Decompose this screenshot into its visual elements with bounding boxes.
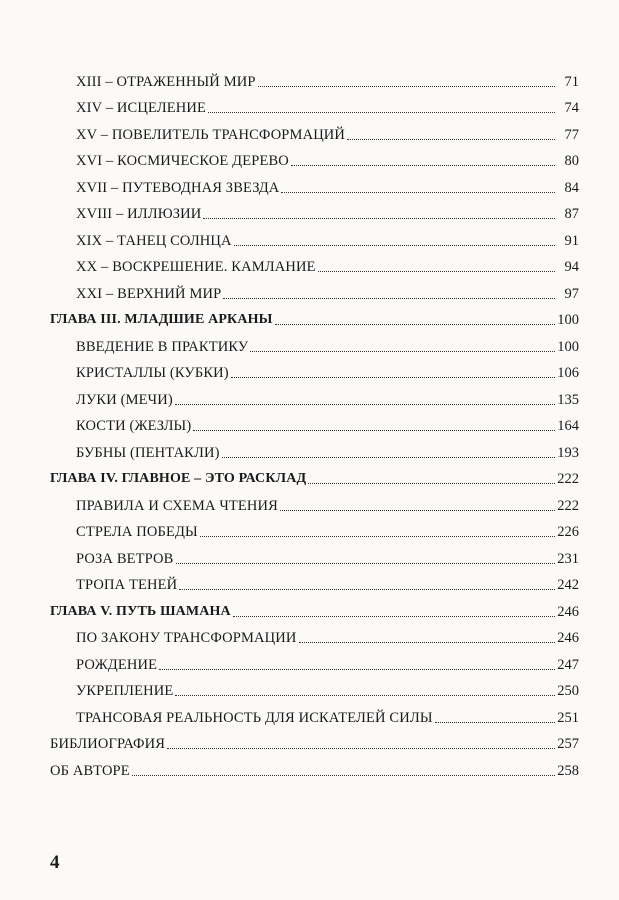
toc-entry-title: УКРЕПЛЕНИЕ <box>76 683 174 699</box>
toc-entry <box>0 276 619 303</box>
dot-leader <box>208 111 555 113</box>
toc-entry <box>0 674 619 701</box>
dot-leader <box>250 350 555 352</box>
toc-entry <box>0 64 619 91</box>
dot-leader <box>193 429 555 431</box>
toc-entry-page: 231 <box>557 550 579 567</box>
dot-leader <box>234 244 555 246</box>
toc-entry <box>0 647 619 674</box>
toc-entry-title: XVIII – ИЛЛЮЗИИ <box>76 206 202 222</box>
toc-entry-title: ПРАВИЛА И СХЕМА ЧТЕНИЯ <box>76 497 278 514</box>
toc-entry <box>0 621 619 648</box>
toc-entry-page: 71 <box>564 73 579 90</box>
toc-entry <box>0 753 619 780</box>
toc-entry-page: 87 <box>564 206 579 222</box>
toc-chapter-entry <box>0 462 619 489</box>
toc-entry-title: БИБЛИОГРАФИЯ <box>50 736 166 752</box>
toc-entry-title: ТРОПА ТЕНЕЙ <box>76 577 178 593</box>
toc-entry <box>0 382 619 409</box>
toc-entry-title: XX – ВОСКРЕШЕНИЕ. КАМЛАНИЕ <box>76 259 316 275</box>
toc-entry-page: 251 <box>557 709 579 726</box>
toc-entry-title: ТРАНСОВАЯ РЕАЛЬНОСТЬ ДЛЯ ИСКАТЕЛЕЙ СИЛЫ <box>76 709 433 726</box>
toc-entry <box>0 435 619 462</box>
toc-entry-title: XIX – ТАНЕЦ СОЛНЦА <box>76 232 232 249</box>
toc-entry <box>0 144 619 171</box>
toc-entry-page: 97 <box>564 285 579 302</box>
toc-entry-page: 164 <box>557 418 579 434</box>
toc-entry-page: 246 <box>557 603 579 620</box>
toc-entry-page: 74 <box>564 100 579 116</box>
toc-entry-page: 247 <box>557 656 579 673</box>
dot-leader <box>275 323 555 325</box>
toc-entry <box>0 700 619 727</box>
toc-entry <box>0 409 619 436</box>
dot-leader <box>222 456 555 458</box>
toc-chapter-entry <box>0 303 619 330</box>
toc-entry-page: 77 <box>564 126 579 143</box>
toc-entry <box>0 197 619 224</box>
toc-entry <box>0 727 619 754</box>
toc-entry-page: 84 <box>564 179 579 196</box>
toc-entry-page: 250 <box>557 683 579 699</box>
page-number: 4 <box>50 852 60 873</box>
toc-entry-title: ПО ЗАКОНУ ТРАНСФОРМАЦИИ <box>76 630 297 646</box>
dot-leader <box>258 85 555 87</box>
toc-entry-page: 135 <box>557 391 579 408</box>
toc-entry <box>0 223 619 250</box>
toc-entry <box>0 91 619 118</box>
toc-entry-page: 94 <box>564 259 579 275</box>
toc-entry <box>0 329 619 356</box>
dot-leader <box>318 270 555 272</box>
toc-entry-title: XXI – ВЕРХНИЙ МИР <box>76 285 222 302</box>
dot-leader <box>291 164 555 166</box>
dot-leader <box>280 509 555 511</box>
dot-leader <box>203 217 555 219</box>
dot-leader <box>175 403 555 405</box>
toc-entry-title: ЛУКИ (МЕЧИ) <box>76 391 173 408</box>
toc-entry <box>0 568 619 595</box>
toc-entry-page: 100 <box>557 312 579 328</box>
dot-leader <box>176 562 556 564</box>
toc-entry-title: КОСТИ (ЖЕЗЛЫ) <box>76 418 192 434</box>
toc-entry-page: 106 <box>557 365 579 381</box>
toc-entry-title: ВВЕДЕНИЕ В ПРАКТИКУ <box>76 338 249 355</box>
toc-entry <box>0 356 619 383</box>
toc-entry <box>0 515 619 542</box>
toc-entry-title: ОБ АВТОРЕ <box>50 762 130 779</box>
dot-leader <box>132 774 555 776</box>
toc-entry-title: БУБНЫ (ПЕНТАКЛИ) <box>76 444 220 461</box>
dot-leader <box>223 297 555 299</box>
dot-leader <box>347 138 555 140</box>
dot-leader <box>435 721 555 723</box>
toc-entry-title: XIV – ИСЦЕЛЕНИЕ <box>76 100 207 116</box>
toc-entry-title: XIII – ОТРАЖЕННЫЙ МИР <box>76 73 256 90</box>
toc-entry-page: 222 <box>557 471 579 487</box>
toc-entry-page: 100 <box>557 338 579 355</box>
toc-entry-title: XV – ПОВЕЛИТЕЛЬ ТРАНСФОРМАЦИЙ <box>76 126 346 143</box>
dot-leader <box>167 747 555 749</box>
toc-entry <box>0 117 619 144</box>
toc-entry <box>0 541 619 568</box>
dot-leader <box>299 641 555 643</box>
toc-entry-title: РОЖДЕНИЕ <box>76 656 158 673</box>
toc-entry <box>0 170 619 197</box>
toc-entry-title: ГЛАВА V. ПУТЬ ШАМАНА <box>50 603 231 619</box>
toc-entry-page: 226 <box>557 524 579 540</box>
toc-entry-title: СТРЕЛА ПОБЕДЫ <box>76 524 198 540</box>
toc-entry-page: 80 <box>564 153 579 169</box>
dot-leader <box>179 588 555 590</box>
dot-leader <box>281 191 555 193</box>
toc-entry-page: 246 <box>557 630 579 646</box>
toc-entry <box>0 488 619 515</box>
toc-entry-title: XVI – КОСМИЧЕСКОЕ ДЕРЕВО <box>76 153 289 169</box>
toc-entry-page: 91 <box>564 232 579 249</box>
dot-leader <box>308 482 555 484</box>
toc-entry-title: КРИСТАЛЛЫ (КУБКИ) <box>76 365 229 381</box>
dot-leader <box>231 376 555 378</box>
toc-entry-page: 193 <box>557 444 579 461</box>
toc-entry-title: РОЗА ВЕТРОВ <box>76 550 174 567</box>
toc-entry-title: ГЛАВА IV. ГЛАВНОЕ – ЭТО РАСКЛАД <box>50 471 307 486</box>
dot-leader <box>233 615 555 617</box>
toc-entry-page: 242 <box>557 577 579 593</box>
toc-entry-page: 258 <box>557 762 579 779</box>
toc-entry-page: 222 <box>557 497 579 514</box>
toc-entry-title: ГЛАВА III. МЛАДШИЕ АРКАНЫ <box>50 312 273 327</box>
table-of-contents <box>0 64 619 780</box>
toc-entry-title: XVII – ПУТЕВОДНАЯ ЗВЕЗДА <box>76 179 280 196</box>
dot-leader <box>175 694 555 696</box>
dot-leader <box>200 535 555 537</box>
toc-chapter-entry <box>0 594 619 621</box>
toc-entry <box>0 250 619 277</box>
dot-leader <box>159 668 555 670</box>
toc-entry-page: 257 <box>557 736 579 752</box>
